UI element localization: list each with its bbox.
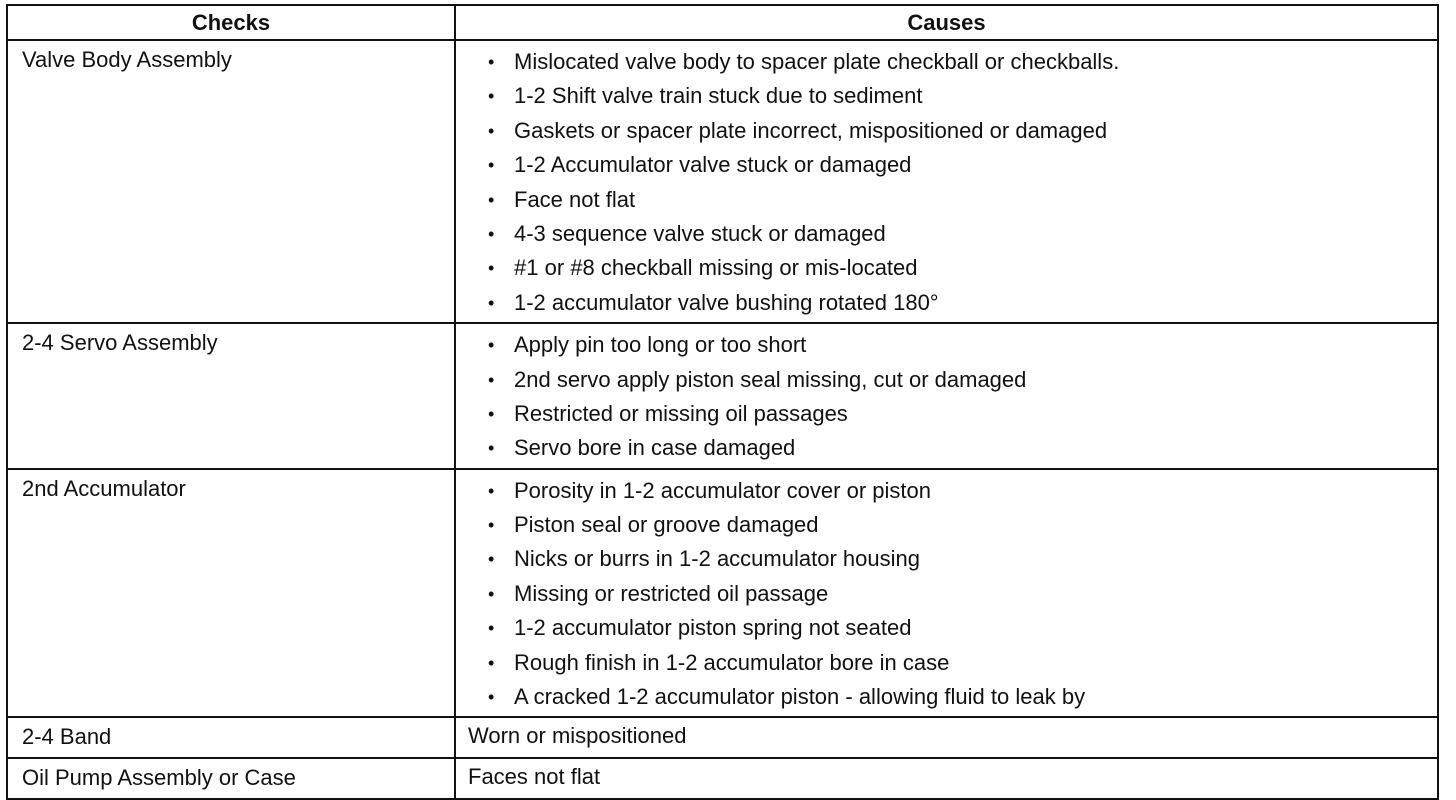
bullet-icon: • xyxy=(488,369,495,390)
cause-item xyxy=(486,79,1427,113)
checks-column-header: Checks xyxy=(7,5,455,40)
cause-text: 2nd servo apply piston seal missing, cut or damaged xyxy=(514,366,1027,392)
bullet-icon: • xyxy=(488,86,495,107)
cause-text: Mislocated valve body to spacer plate checkball or checkballs. xyxy=(514,49,1120,74)
checks-causes-table xyxy=(6,4,1439,800)
cause-item xyxy=(486,45,1427,79)
cause-item xyxy=(486,148,1427,182)
check-cell: 2nd Accumulator xyxy=(7,469,455,718)
cause-item xyxy=(486,286,1427,320)
causes-cell xyxy=(455,469,1438,718)
cause-item xyxy=(486,508,1427,542)
cause-text: 1-2 accumulator valve bushing rotated 180° xyxy=(514,289,939,315)
bullet-icon: • xyxy=(488,618,495,639)
cause-list xyxy=(486,474,1427,715)
bullet-icon: • xyxy=(488,335,495,356)
table-row xyxy=(7,469,1438,718)
cause-text: Nicks or burrs in 1-2 accumulator housing xyxy=(514,546,920,572)
cause-item xyxy=(486,646,1427,680)
cause-text: 1-2 accumulator piston spring not seated xyxy=(514,615,912,641)
cause-text: Porosity in 1-2 accumulator cover or piston xyxy=(514,477,931,503)
cause-text: Gaskets or spacer plate incorrect, mispositioned or damaged xyxy=(514,117,1108,143)
cause-text: Restricted or missing oil passages xyxy=(514,400,848,426)
bullet-icon: • xyxy=(488,583,495,604)
cause-item xyxy=(486,474,1427,508)
causes-column-header: Causes xyxy=(455,5,1438,40)
cause-item xyxy=(486,328,1427,362)
bullet-icon: • xyxy=(488,515,495,536)
table-row xyxy=(7,717,1438,758)
cause-list xyxy=(486,328,1427,466)
cause-item xyxy=(486,431,1427,465)
cause-text: Missing or restricted oil passage xyxy=(514,580,829,606)
cause-text: 1-2 Shift valve train stuck due to sediment xyxy=(514,83,923,109)
cause-text: Rough finish in 1-2 accumulator bore in case xyxy=(514,649,950,675)
bullet-icon: • xyxy=(488,549,495,570)
bullet-icon: • xyxy=(488,687,495,708)
causes-cell xyxy=(455,323,1438,469)
cause-text: Face not flat xyxy=(514,186,636,212)
cause-item xyxy=(486,397,1427,431)
cause-text-cell: Faces not flat xyxy=(455,758,1438,799)
table-row xyxy=(7,40,1438,323)
table-row xyxy=(7,758,1438,799)
cause-text-cell: Worn or mispositioned xyxy=(455,717,1438,758)
cause-text: Piston seal or groove damaged xyxy=(514,512,819,538)
bullet-icon: • xyxy=(488,155,495,176)
check-cell: 2-4 Band xyxy=(7,717,455,758)
table-header-row xyxy=(7,5,1438,40)
cause-item xyxy=(486,363,1427,397)
cause-text: A cracked 1-2 accumulator piston - allowing fluid to leak by xyxy=(514,684,1086,710)
bullet-icon: • xyxy=(488,189,495,210)
check-cell: 2-4 Servo Assembly xyxy=(7,323,455,469)
cause-item xyxy=(486,542,1427,576)
cause-list xyxy=(486,45,1427,320)
check-cell: Oil Pump Assembly or Case xyxy=(7,758,455,799)
cause-item xyxy=(486,611,1427,645)
bullet-icon: • xyxy=(488,292,495,313)
bullet-icon: • xyxy=(488,652,495,673)
cause-text: 4-3 sequence valve stuck or damaged xyxy=(514,220,886,246)
cause-item xyxy=(486,577,1427,611)
check-cell: Valve Body Assembly xyxy=(7,40,455,323)
table-row xyxy=(7,323,1438,469)
bullet-icon: • xyxy=(488,120,495,141)
causes-cell xyxy=(455,40,1438,323)
cause-text: #1 or #8 checkball missing or mis-located xyxy=(514,255,918,281)
cause-item xyxy=(486,183,1427,217)
cause-text: Servo bore in case damaged xyxy=(514,435,796,461)
bullet-icon: • xyxy=(488,223,495,244)
cause-item xyxy=(486,251,1427,285)
bullet-icon: • xyxy=(488,403,495,424)
cause-item xyxy=(486,114,1427,148)
cause-item xyxy=(486,217,1427,251)
cause-text: Apply pin too long or too short xyxy=(514,332,807,358)
bullet-icon: • xyxy=(488,258,495,279)
bullet-icon: • xyxy=(488,438,495,459)
bullet-icon: • xyxy=(488,52,495,72)
bullet-icon: • xyxy=(488,480,495,501)
cause-text: 1-2 Accumulator valve stuck or damaged xyxy=(514,152,912,178)
cause-item xyxy=(486,680,1427,714)
